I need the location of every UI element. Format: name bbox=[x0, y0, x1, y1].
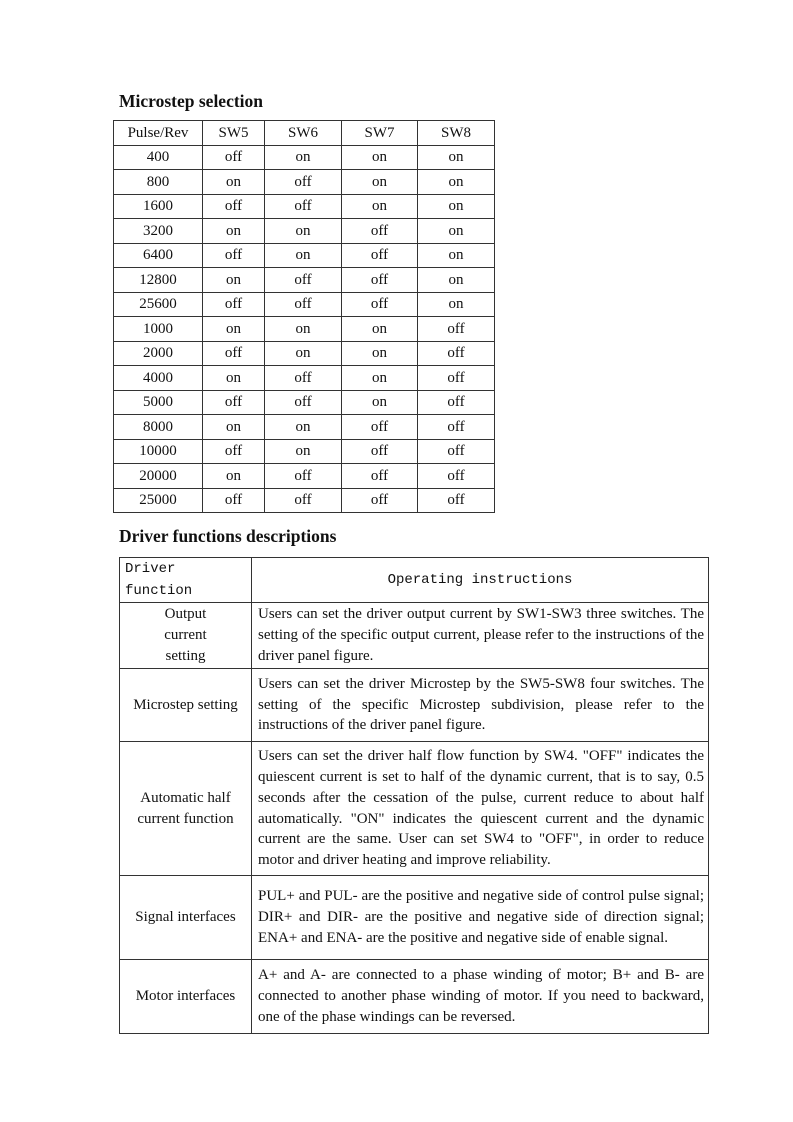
sw6-cell: on bbox=[265, 439, 342, 464]
sw6-cell: on bbox=[265, 243, 342, 268]
header-sw6: SW6 bbox=[265, 121, 342, 146]
pulse-rev-cell: 6400 bbox=[114, 243, 203, 268]
sw5-cell: off bbox=[203, 292, 265, 317]
sw5-cell: off bbox=[203, 341, 265, 366]
header-sw7: SW7 bbox=[342, 121, 418, 146]
sw7-cell: on bbox=[342, 390, 418, 415]
pulse-rev-cell: 1000 bbox=[114, 317, 203, 342]
header-sw8: SW8 bbox=[418, 121, 495, 146]
sw5-cell: on bbox=[203, 464, 265, 489]
table-row bbox=[114, 317, 495, 342]
sw8-cell: on bbox=[418, 292, 495, 317]
pulse-rev-cell: 400 bbox=[114, 145, 203, 170]
operating-instructions-text: Users can set the driver output current by SW1-SW3 three switches. The setting of the specific output current, please refer to the instructions of the driver panel figure. bbox=[252, 603, 709, 669]
table-row bbox=[120, 742, 709, 876]
sw8-cell: off bbox=[418, 317, 495, 342]
pulse-rev-cell: 4000 bbox=[114, 366, 203, 391]
sw6-cell: on bbox=[265, 341, 342, 366]
sw6-cell: on bbox=[265, 317, 342, 342]
pulse-rev-cell: 2000 bbox=[114, 341, 203, 366]
sw8-cell: off bbox=[418, 439, 495, 464]
sw8-cell: on bbox=[418, 243, 495, 268]
table-row bbox=[120, 960, 709, 1034]
sw7-cell: off bbox=[342, 415, 418, 440]
sw8-cell: on bbox=[418, 268, 495, 293]
operating-instructions-text: Users can set the driver half flow function by SW4. "OFF" indicates the quiescent current is set to half of the dynamic current, that is to say, 0.5 seconds after the cessation of the pulse, current reduce to about half automatically. "ON" indicates the quiescent current and the dynamic current are the same. User can set SW4 to "OFF", in order to reduce motor and driver heating and improve reliability. bbox=[252, 742, 709, 876]
operating-instructions-text: PUL+ and PUL- are the positive and negative side of control pulse signal; DIR+ and DIR- are the positive and negative side of direction signal; ENA+ and ENA- are the positive and negative side of enable signal. bbox=[252, 876, 709, 960]
driver-function-name: Microstep setting bbox=[120, 669, 252, 742]
sw7-cell: on bbox=[342, 194, 418, 219]
sw5-cell: on bbox=[203, 366, 265, 391]
pulse-rev-cell: 800 bbox=[114, 170, 203, 195]
sw6-cell: off bbox=[265, 464, 342, 489]
table-row bbox=[120, 603, 709, 669]
microstep-table bbox=[113, 120, 495, 513]
sw6-cell: off bbox=[265, 194, 342, 219]
sw6-cell: on bbox=[265, 219, 342, 244]
sw7-cell: off bbox=[342, 488, 418, 513]
sw8-cell: on bbox=[418, 194, 495, 219]
sw5-cell: off bbox=[203, 194, 265, 219]
table-row bbox=[114, 439, 495, 464]
sw6-cell: on bbox=[265, 145, 342, 170]
pulse-rev-cell: 1600 bbox=[114, 194, 203, 219]
pulse-rev-cell: 8000 bbox=[114, 415, 203, 440]
sw8-cell: off bbox=[418, 390, 495, 415]
sw6-cell: off bbox=[265, 268, 342, 293]
pulse-rev-cell: 25000 bbox=[114, 488, 203, 513]
sw7-cell: on bbox=[342, 170, 418, 195]
operating-instructions-text: A+ and A- are connected to a phase winding of motor; B+ and B- are connected to another phase winding of motor. If you need to backward, one of the phase windings can be reversed. bbox=[252, 960, 709, 1034]
sw8-cell: on bbox=[418, 145, 495, 170]
functions-header-row bbox=[120, 558, 709, 603]
table-row bbox=[114, 341, 495, 366]
sw8-cell: off bbox=[418, 464, 495, 489]
sw8-cell: on bbox=[418, 219, 495, 244]
table-row bbox=[114, 488, 495, 513]
table-row bbox=[114, 292, 495, 317]
driver-function-name: Motor interfaces bbox=[120, 960, 252, 1034]
sw5-cell: on bbox=[203, 170, 265, 195]
sw7-cell: off bbox=[342, 219, 418, 244]
functions-section-title: Driver functions descriptions bbox=[119, 526, 337, 546]
sw8-cell: on bbox=[418, 170, 495, 195]
sw7-cell: off bbox=[342, 464, 418, 489]
pulse-rev-cell: 10000 bbox=[114, 439, 203, 464]
sw5-cell: on bbox=[203, 317, 265, 342]
table-row bbox=[114, 243, 495, 268]
sw5-cell: on bbox=[203, 219, 265, 244]
sw8-cell: off bbox=[418, 488, 495, 513]
header-operating-instructions: Operating instructions bbox=[252, 558, 709, 603]
driver-function-name: Output current setting bbox=[120, 603, 252, 669]
pulse-rev-cell: 20000 bbox=[114, 464, 203, 489]
table-row bbox=[114, 366, 495, 391]
table-row bbox=[114, 464, 495, 489]
pulse-rev-cell: 5000 bbox=[114, 390, 203, 415]
table-row bbox=[114, 268, 495, 293]
table-row bbox=[114, 194, 495, 219]
driver-function-name: Signal interfaces bbox=[120, 876, 252, 960]
table-row bbox=[114, 145, 495, 170]
sw7-cell: on bbox=[342, 341, 418, 366]
sw6-cell: off bbox=[265, 170, 342, 195]
microstep-section-title: Microstep selection bbox=[119, 91, 264, 111]
sw6-cell: on bbox=[265, 415, 342, 440]
sw5-cell: off bbox=[203, 390, 265, 415]
sw7-cell: off bbox=[342, 243, 418, 268]
sw7-cell: off bbox=[342, 439, 418, 464]
driver-function-name: Automatic half current function bbox=[120, 742, 252, 876]
header-pulse-rev: Pulse/Rev bbox=[114, 121, 203, 146]
microstep-header-row bbox=[114, 121, 495, 146]
sw6-cell: off bbox=[265, 488, 342, 513]
sw8-cell: off bbox=[418, 366, 495, 391]
sw7-cell: on bbox=[342, 366, 418, 391]
sw5-cell: off bbox=[203, 145, 265, 170]
sw7-cell: off bbox=[342, 292, 418, 317]
table-row bbox=[120, 669, 709, 742]
table-row bbox=[114, 219, 495, 244]
sw7-cell: on bbox=[342, 317, 418, 342]
sw5-cell: on bbox=[203, 415, 265, 440]
pulse-rev-cell: 25600 bbox=[114, 292, 203, 317]
sw6-cell: off bbox=[265, 366, 342, 391]
table-row bbox=[114, 170, 495, 195]
sw5-cell: on bbox=[203, 268, 265, 293]
sw8-cell: off bbox=[418, 415, 495, 440]
sw7-cell: off bbox=[342, 268, 418, 293]
header-driver-function: Driver function bbox=[120, 558, 252, 603]
sw5-cell: off bbox=[203, 439, 265, 464]
sw6-cell: off bbox=[265, 292, 342, 317]
pulse-rev-cell: 12800 bbox=[114, 268, 203, 293]
table-row bbox=[114, 390, 495, 415]
table-row bbox=[120, 876, 709, 960]
sw5-cell: off bbox=[203, 488, 265, 513]
driver-functions-table bbox=[119, 557, 709, 1034]
table-row bbox=[114, 415, 495, 440]
pulse-rev-cell: 3200 bbox=[114, 219, 203, 244]
operating-instructions-text: Users can set the driver Microstep by the SW5-SW8 four switches. The setting of the specific Microstep subdivision, please refer to the instructions of the driver panel figure. bbox=[252, 669, 709, 742]
sw5-cell: off bbox=[203, 243, 265, 268]
sw8-cell: off bbox=[418, 341, 495, 366]
header-sw5: SW5 bbox=[203, 121, 265, 146]
sw6-cell: off bbox=[265, 390, 342, 415]
sw7-cell: on bbox=[342, 145, 418, 170]
